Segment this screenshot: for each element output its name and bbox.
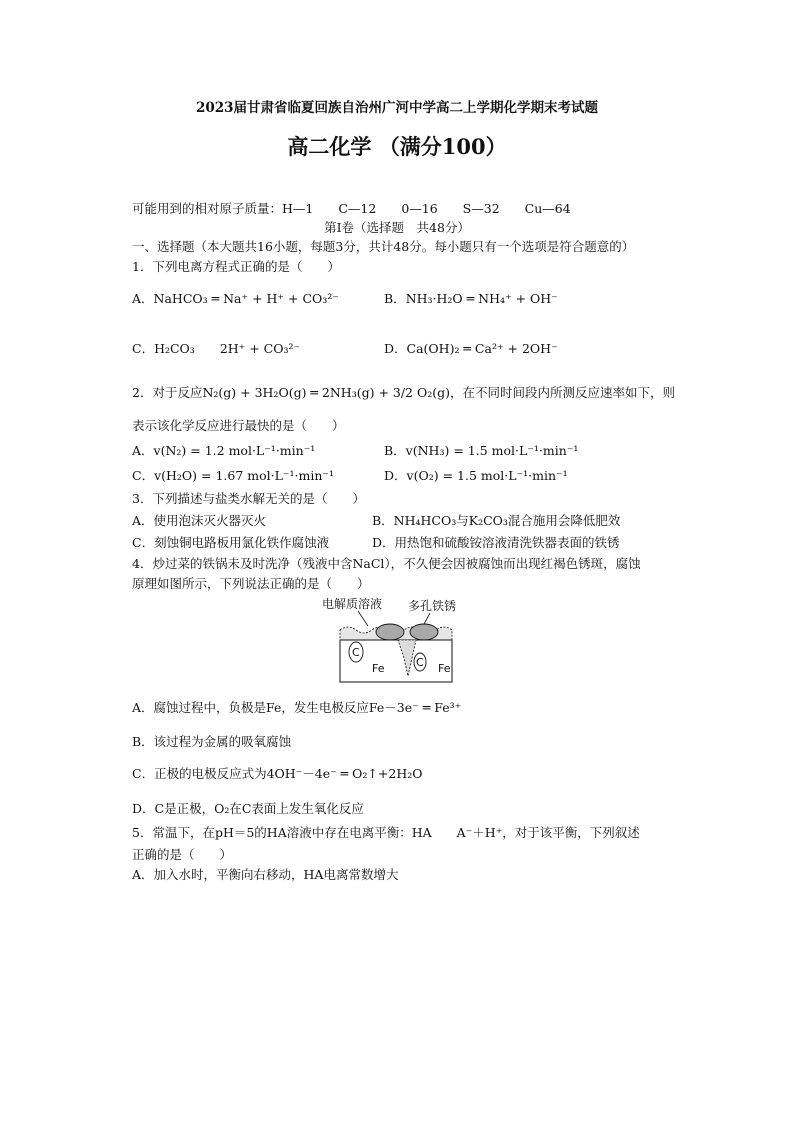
q1-option-a-label: A． — [132, 291, 154, 306]
rust-blob-left — [376, 624, 404, 640]
q1-option-b — [384, 291, 558, 307]
q4-option-d: D．C是正极，O₂在C表面上发生氧化反应 — [132, 801, 364, 816]
q5-option-a: A．加入水时，平衡向右移动，HA电离常数增大 — [132, 867, 399, 882]
q2-stem-b: ，在不同时间段内所测反应速率如下，则 — [450, 385, 676, 400]
q4-option-c: C．正极的电极反应式为4OH⁻－4e⁻ ═ O₂↑+2H₂O — [132, 766, 423, 781]
q1-option-b-text: NH₃·H₂O ═ NH₄⁺ + OH⁻ — [405, 291, 558, 306]
q3-option-d: D．用热饱和硫酸铵溶液清洗铁器表面的铁锈 — [372, 535, 620, 550]
q3-option-c: C．刻蚀铜电路板用氯化铁作腐蚀液 — [132, 535, 330, 550]
subject-title: 高二化学 （满分100） — [287, 134, 507, 159]
atomic-masses-line: 可能用到的相对原子质量：H—1 C—12 0—16 S—32 Cu—64 — [132, 201, 571, 216]
q1-option-d-text: Ca(OH)₂ ═ Ca²⁺ + 2OH⁻ — [406, 341, 558, 356]
q1-option-a-text: NaHCO₃ ═ Na⁺ + H⁺ + CO₃²⁻ — [153, 291, 339, 306]
q3-stem: 3．下列描述与盐类水解无关的是（ ） — [132, 491, 365, 506]
q2-stem — [132, 385, 675, 401]
q5-stem-line1: 5．常温下，在pH＝5的HA溶液中存在电离平衡：HA A⁻＋H⁺，对于该平衡，下列叙述 — [132, 825, 640, 840]
q4-stem-line1: 4．炒过菜的铁锅未及时洗净（残液中含NaCl），不久便会因被腐蚀而出现红褐色锈斑，腐蚀 — [132, 556, 641, 571]
q1-option-d-label: D． — [384, 341, 407, 356]
leader-rust — [424, 613, 430, 624]
q4-option-b: B．该过程为金属的吸氧腐蚀 — [132, 734, 292, 749]
q2-option-b: B．v(NH₃) = 1.5 mol·L⁻¹·min⁻¹ — [384, 443, 579, 458]
q2-reaction: N₂(g) + 3H₂O(g) ═ 2NH₃(g) + 3/2 O₂(g) — [202, 385, 450, 400]
q2-stem-a: 2．对于反应 — [132, 385, 203, 400]
q1-option-c — [132, 341, 300, 357]
q1-option-d — [384, 341, 558, 357]
part-title: 第Ⅰ卷（选择题 共48分） — [324, 220, 470, 235]
rust-blob-right — [410, 624, 438, 640]
label-porous-rust: 多孔铁锈 — [408, 599, 457, 613]
label-fe-left: Fe — [372, 662, 385, 675]
q2-option-a: A．v(N₂) = 1.2 mol·L⁻¹·min⁻¹ — [132, 443, 316, 458]
q3-option-b: B．NH₄HCO₃与K₂CO₃混合施用会降低肥效 — [372, 513, 621, 528]
leader-electrolyte — [358, 611, 368, 626]
exam-header: 2023届甘肃省临夏回族自治州广河中学高二上学期化学期末考试题 — [195, 100, 599, 116]
q2-option-c: C．v(H₂O) = 1.67 mol·L⁻¹·min⁻¹ — [132, 468, 335, 483]
q1-option-c-label: C． — [132, 341, 155, 356]
corrosion-diagram — [320, 596, 470, 686]
q2-option-d: D．v(O₂) = 1.5 mol·L⁻¹·min⁻¹ — [384, 468, 568, 483]
label-fe-right: Fe — [438, 662, 451, 675]
q1-option-c-text: H₂CO₃ 2H⁺ + CO₃²⁻ — [154, 341, 301, 356]
q1-stem: 1．下列电离方程式正确的是（ ） — [132, 259, 340, 274]
label-electrolyte: 电解质溶液 — [322, 597, 383, 611]
section-title: 一、选择题（本大题共16小题，每题3分，共计48分。每小题只有一个选项是符合题意的） — [132, 239, 635, 254]
label-c-left: C — [352, 646, 360, 659]
label-c-mid: C — [416, 656, 424, 669]
q5-stem-line2: 正确的是（ ） — [132, 847, 233, 862]
q2-stem-line2: 表示该化学反应进行最快的是（ ） — [132, 418, 345, 433]
q4-option-a: A．腐蚀过程中，负极是Fe，发生电极反应Fe－3e⁻ ═ Fe³⁺ — [132, 700, 462, 715]
q3-option-a: A．使用泡沫灭火器灭火 — [132, 513, 267, 528]
q1-option-b-label: B． — [384, 291, 406, 306]
q4-stem-line2: 原理如图所示，下列说法正确的是（ ） — [132, 576, 370, 591]
q1-option-a — [132, 291, 339, 307]
